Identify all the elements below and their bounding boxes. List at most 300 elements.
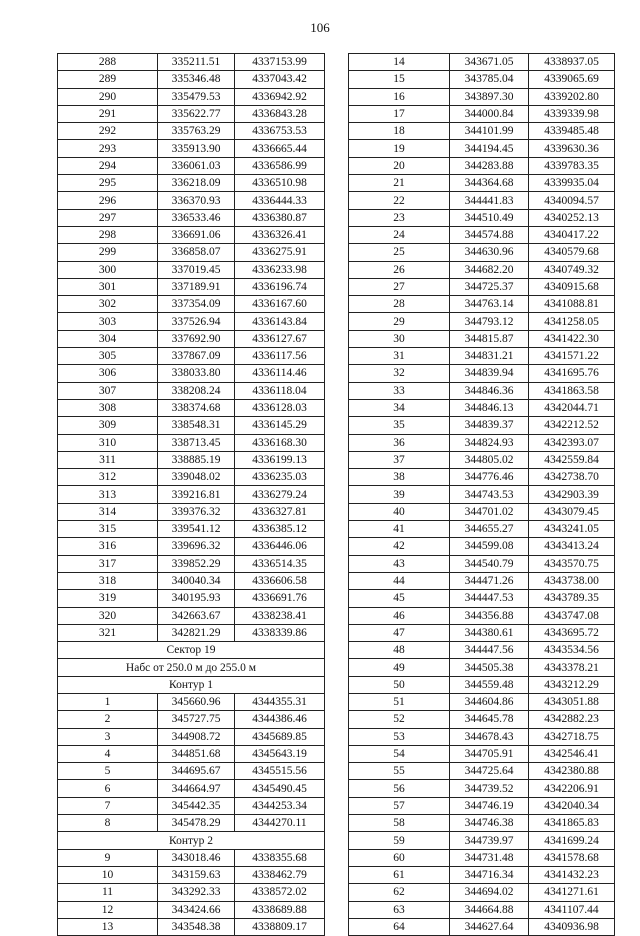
y-coordinate-cell: 4343747.08 xyxy=(529,607,615,624)
y-coordinate-cell: 4336168.30 xyxy=(235,434,325,451)
point-number-cell: 299 xyxy=(58,244,158,261)
table-row xyxy=(349,797,615,814)
point-number-cell: 59 xyxy=(349,832,450,849)
table-row xyxy=(349,572,615,589)
point-number-cell: 54 xyxy=(349,745,450,762)
table-row xyxy=(58,226,325,243)
point-number-cell: 289 xyxy=(58,71,158,88)
table-row xyxy=(349,330,615,347)
x-coordinate-cell: 335763.29 xyxy=(158,123,235,140)
table-row xyxy=(58,157,325,174)
table-row xyxy=(349,866,615,883)
y-coordinate-cell: 4342903.39 xyxy=(529,486,615,503)
y-coordinate-cell: 4336380.87 xyxy=(235,209,325,226)
y-coordinate-cell: 4340579.68 xyxy=(529,244,615,261)
table-row xyxy=(58,175,325,192)
table-row xyxy=(349,590,615,607)
point-number-cell: 13 xyxy=(58,918,158,935)
y-coordinate-cell: 4336114.46 xyxy=(235,365,325,382)
point-number-cell: 20 xyxy=(349,157,450,174)
point-number-cell: 318 xyxy=(58,572,158,589)
point-number-cell: 316 xyxy=(58,538,158,555)
point-number-cell: 45 xyxy=(349,590,450,607)
x-coordinate-cell: 344380.61 xyxy=(450,624,529,641)
x-coordinate-cell: 343018.46 xyxy=(158,849,235,866)
y-coordinate-cell: 4338462.79 xyxy=(235,866,325,883)
point-number-cell: 309 xyxy=(58,417,158,434)
y-coordinate-cell: 4336275.91 xyxy=(235,244,325,261)
x-coordinate-cell: 337692.90 xyxy=(158,330,235,347)
y-coordinate-cell: 4338689.88 xyxy=(235,901,325,918)
x-coordinate-cell: 344805.02 xyxy=(450,451,529,468)
y-coordinate-cell: 4341578.68 xyxy=(529,849,615,866)
y-coordinate-cell: 4338339.86 xyxy=(235,624,325,641)
y-coordinate-cell: 4336326.41 xyxy=(235,226,325,243)
table-row xyxy=(58,399,325,416)
x-coordinate-cell: 344678.43 xyxy=(450,728,529,745)
x-coordinate-cell: 339216.81 xyxy=(158,486,235,503)
table-row xyxy=(349,607,615,624)
x-coordinate-cell: 344846.36 xyxy=(450,382,529,399)
point-number-cell: 32 xyxy=(349,365,450,382)
point-number-cell: 308 xyxy=(58,399,158,416)
table-row xyxy=(58,849,325,866)
table-row xyxy=(58,538,325,555)
table-row xyxy=(349,642,615,659)
x-coordinate-cell: 343785.04 xyxy=(450,71,529,88)
x-coordinate-cell: 343292.33 xyxy=(158,884,235,901)
table-row xyxy=(349,745,615,762)
y-coordinate-cell: 4338937.05 xyxy=(529,54,615,71)
point-number-cell: 25 xyxy=(349,244,450,261)
point-number-cell: 24 xyxy=(349,226,450,243)
y-coordinate-cell: 4342040.34 xyxy=(529,797,615,814)
point-number-cell: 7 xyxy=(58,797,158,814)
table-row xyxy=(58,780,325,797)
x-coordinate-cell: 339541.12 xyxy=(158,521,235,538)
y-coordinate-cell: 4341865.83 xyxy=(529,815,615,832)
y-coordinate-cell: 4336510.98 xyxy=(235,175,325,192)
y-coordinate-cell: 4336279.24 xyxy=(235,486,325,503)
x-coordinate-cell: 344540.79 xyxy=(450,555,529,572)
point-number-cell: 48 xyxy=(349,642,450,659)
point-number-cell: 47 xyxy=(349,624,450,641)
y-coordinate-cell: 4341258.05 xyxy=(529,313,615,330)
point-number-cell: 305 xyxy=(58,348,158,365)
table-row xyxy=(58,866,325,883)
table-row xyxy=(58,382,325,399)
table-row xyxy=(349,105,615,122)
table-row xyxy=(58,330,325,347)
point-number-cell: 38 xyxy=(349,469,450,486)
x-coordinate-cell: 336691.06 xyxy=(158,226,235,243)
table-row xyxy=(349,676,615,693)
table-row xyxy=(58,503,325,520)
x-coordinate-cell: 343159.63 xyxy=(158,866,235,883)
x-coordinate-cell: 345442.35 xyxy=(158,797,235,814)
y-coordinate-cell: 4336385.12 xyxy=(235,521,325,538)
x-coordinate-cell: 336533.46 xyxy=(158,209,235,226)
y-coordinate-cell: 4336753.53 xyxy=(235,123,325,140)
point-number-cell: 42 xyxy=(349,538,450,555)
point-number-cell: 290 xyxy=(58,88,158,105)
y-coordinate-cell: 4339202.80 xyxy=(529,88,615,105)
x-coordinate-cell: 344763.14 xyxy=(450,296,529,313)
x-coordinate-cell: 342663.67 xyxy=(158,607,235,624)
point-number-cell: 36 xyxy=(349,434,450,451)
table-row xyxy=(58,417,325,434)
x-coordinate-cell: 339696.32 xyxy=(158,538,235,555)
table-row xyxy=(58,278,325,295)
y-coordinate-cell: 4339935.04 xyxy=(529,175,615,192)
table-row xyxy=(58,521,325,538)
table-row xyxy=(58,469,325,486)
x-coordinate-cell: 344356.88 xyxy=(450,607,529,624)
y-coordinate-cell: 4342044.71 xyxy=(529,399,615,416)
table-row xyxy=(58,918,325,935)
x-coordinate-cell: 344664.97 xyxy=(158,780,235,797)
y-coordinate-cell: 4337043.42 xyxy=(235,71,325,88)
table-row xyxy=(349,884,615,901)
y-coordinate-cell: 4340936.98 xyxy=(529,918,615,935)
x-coordinate-cell: 336061.03 xyxy=(158,157,235,174)
x-coordinate-cell: 344746.19 xyxy=(450,797,529,814)
table-row xyxy=(349,296,615,313)
x-coordinate-cell: 337867.09 xyxy=(158,348,235,365)
y-coordinate-cell: 4336843.28 xyxy=(235,105,325,122)
x-coordinate-cell: 344510.49 xyxy=(450,209,529,226)
point-number-cell: 11 xyxy=(58,884,158,901)
table-row xyxy=(349,365,615,382)
x-coordinate-cell: 345660.96 xyxy=(158,693,235,710)
y-coordinate-cell: 4339339.98 xyxy=(529,105,615,122)
y-coordinate-cell: 4339630.36 xyxy=(529,140,615,157)
x-coordinate-cell: 344695.67 xyxy=(158,763,235,780)
point-number-cell: 64 xyxy=(349,918,450,935)
point-number-cell: 298 xyxy=(58,226,158,243)
y-coordinate-cell: 4336606.58 xyxy=(235,572,325,589)
table-row xyxy=(58,192,325,209)
y-coordinate-cell: 4336446.06 xyxy=(235,538,325,555)
y-coordinate-cell: 4336665.44 xyxy=(235,140,325,157)
y-coordinate-cell: 4343413.24 xyxy=(529,538,615,555)
table-row xyxy=(58,261,325,278)
point-number-cell: 35 xyxy=(349,417,450,434)
point-number-cell: 307 xyxy=(58,382,158,399)
table-row xyxy=(349,901,615,918)
point-number-cell: 317 xyxy=(58,555,158,572)
point-number-cell: 50 xyxy=(349,676,450,693)
y-coordinate-cell: 4336199.13 xyxy=(235,451,325,468)
x-coordinate-cell: 335479.53 xyxy=(158,88,235,105)
x-coordinate-cell: 344793.12 xyxy=(450,313,529,330)
y-coordinate-cell: 4343789.35 xyxy=(529,590,615,607)
point-number-cell: 311 xyxy=(58,451,158,468)
y-coordinate-cell: 4337153.99 xyxy=(235,54,325,71)
x-coordinate-cell: 343671.05 xyxy=(450,54,529,71)
point-number-cell: 52 xyxy=(349,711,450,728)
y-coordinate-cell: 4343738.00 xyxy=(529,572,615,589)
table-row xyxy=(349,434,615,451)
y-coordinate-cell: 4336235.03 xyxy=(235,469,325,486)
x-coordinate-cell: 335346.48 xyxy=(158,71,235,88)
table-row xyxy=(58,659,325,676)
x-coordinate-cell: 337019.45 xyxy=(158,261,235,278)
x-coordinate-cell: 344716.34 xyxy=(450,866,529,883)
y-coordinate-cell: 4339065.69 xyxy=(529,71,615,88)
point-number-cell: 313 xyxy=(58,486,158,503)
y-coordinate-cell: 4336127.67 xyxy=(235,330,325,347)
x-coordinate-cell: 344364.68 xyxy=(450,175,529,192)
table-row xyxy=(349,503,615,520)
y-coordinate-cell: 4342882.23 xyxy=(529,711,615,728)
table-row xyxy=(349,382,615,399)
table-row xyxy=(349,54,615,71)
y-coordinate-cell: 4340417.22 xyxy=(529,226,615,243)
table-row xyxy=(58,901,325,918)
coordinates-table-left xyxy=(57,53,325,936)
point-number-cell: 10 xyxy=(58,866,158,883)
table-row xyxy=(58,296,325,313)
point-number-cell: 294 xyxy=(58,157,158,174)
table-row xyxy=(349,278,615,295)
x-coordinate-cell: 339852.29 xyxy=(158,555,235,572)
point-number-cell: 321 xyxy=(58,624,158,641)
x-coordinate-cell: 338885.19 xyxy=(158,451,235,468)
x-coordinate-cell: 338548.31 xyxy=(158,417,235,434)
table-row xyxy=(349,123,615,140)
y-coordinate-cell: 4341695.76 xyxy=(529,365,615,382)
point-number-cell: 306 xyxy=(58,365,158,382)
x-coordinate-cell: 344831.21 xyxy=(450,348,529,365)
point-number-cell: 46 xyxy=(349,607,450,624)
table-row xyxy=(349,417,615,434)
y-coordinate-cell: 4336145.29 xyxy=(235,417,325,434)
x-coordinate-cell: 344627.64 xyxy=(450,918,529,935)
x-coordinate-cell: 344694.02 xyxy=(450,884,529,901)
x-coordinate-cell: 344815.87 xyxy=(450,330,529,347)
point-number-cell: 29 xyxy=(349,313,450,330)
table-row xyxy=(349,226,615,243)
table-row xyxy=(58,745,325,762)
x-coordinate-cell: 340040.34 xyxy=(158,572,235,589)
x-coordinate-cell: 344725.37 xyxy=(450,278,529,295)
x-coordinate-cell: 344743.53 xyxy=(450,486,529,503)
table-row xyxy=(349,175,615,192)
table-row xyxy=(58,244,325,261)
table-row xyxy=(58,140,325,157)
y-coordinate-cell: 4341432.23 xyxy=(529,866,615,883)
y-coordinate-cell: 4345490.45 xyxy=(235,780,325,797)
point-number-cell: 31 xyxy=(349,348,450,365)
x-coordinate-cell: 344739.97 xyxy=(450,832,529,849)
point-number-cell: 288 xyxy=(58,54,158,71)
table-row xyxy=(349,728,615,745)
x-coordinate-cell: 344725.64 xyxy=(450,763,529,780)
point-number-cell: 23 xyxy=(349,209,450,226)
point-number-cell: 18 xyxy=(349,123,450,140)
x-coordinate-cell: 344731.48 xyxy=(450,849,529,866)
table-row xyxy=(58,797,325,814)
point-number-cell: 22 xyxy=(349,192,450,209)
y-coordinate-cell: 4341699.24 xyxy=(529,832,615,849)
point-number-cell: 57 xyxy=(349,797,450,814)
x-coordinate-cell: 344705.91 xyxy=(450,745,529,762)
y-coordinate-cell: 4343570.75 xyxy=(529,555,615,572)
y-coordinate-cell: 4344253.34 xyxy=(235,797,325,814)
table-row xyxy=(349,71,615,88)
point-number-cell: 62 xyxy=(349,884,450,901)
y-coordinate-cell: 4343212.29 xyxy=(529,676,615,693)
y-coordinate-cell: 4336167.60 xyxy=(235,296,325,313)
table-row xyxy=(58,624,325,641)
point-number-cell: 300 xyxy=(58,261,158,278)
point-number-cell: 6 xyxy=(58,780,158,797)
y-coordinate-cell: 4344355.31 xyxy=(235,693,325,710)
table-row xyxy=(58,693,325,710)
point-number-cell: 8 xyxy=(58,815,158,832)
x-coordinate-cell: 343897.30 xyxy=(450,88,529,105)
x-coordinate-cell: 344630.96 xyxy=(450,244,529,261)
table-row xyxy=(349,521,615,538)
table-row xyxy=(349,486,615,503)
table-row xyxy=(58,88,325,105)
x-coordinate-cell: 342821.29 xyxy=(158,624,235,641)
y-coordinate-cell: 4345643.19 xyxy=(235,745,325,762)
x-coordinate-cell: 344447.53 xyxy=(450,590,529,607)
table-row xyxy=(349,780,615,797)
point-number-cell: 312 xyxy=(58,469,158,486)
table-row xyxy=(58,486,325,503)
point-number-cell: 304 xyxy=(58,330,158,347)
y-coordinate-cell: 4339485.48 xyxy=(529,123,615,140)
y-coordinate-cell: 4336143.84 xyxy=(235,313,325,330)
y-coordinate-cell: 4342206.91 xyxy=(529,780,615,797)
point-number-cell: 21 xyxy=(349,175,450,192)
y-coordinate-cell: 4343695.72 xyxy=(529,624,615,641)
x-coordinate-cell: 335211.51 xyxy=(158,54,235,71)
x-coordinate-cell: 338208.24 xyxy=(158,382,235,399)
y-coordinate-cell: 4338355.68 xyxy=(235,849,325,866)
point-number-cell: 1 xyxy=(58,693,158,710)
table-row xyxy=(58,105,325,122)
x-coordinate-cell: 338713.45 xyxy=(158,434,235,451)
point-number-cell: 3 xyxy=(58,728,158,745)
y-coordinate-cell: 4338809.17 xyxy=(235,918,325,935)
table-row xyxy=(349,624,615,641)
table-row xyxy=(58,763,325,780)
x-coordinate-cell: 344101.99 xyxy=(450,123,529,140)
x-coordinate-cell: 338033.80 xyxy=(158,365,235,382)
point-number-cell: 56 xyxy=(349,780,450,797)
x-coordinate-cell: 338374.68 xyxy=(158,399,235,416)
point-number-cell: 43 xyxy=(349,555,450,572)
table-row xyxy=(58,711,325,728)
y-coordinate-cell: 4341107.44 xyxy=(529,901,615,918)
y-coordinate-cell: 4342738.70 xyxy=(529,469,615,486)
y-coordinate-cell: 4342559.84 xyxy=(529,451,615,468)
section-heading-cell: Контур 2 xyxy=(58,832,325,849)
point-number-cell: 63 xyxy=(349,901,450,918)
point-number-cell: 33 xyxy=(349,382,450,399)
point-number-cell: 17 xyxy=(349,105,450,122)
x-coordinate-cell: 344559.48 xyxy=(450,676,529,693)
y-coordinate-cell: 4338572.02 xyxy=(235,884,325,901)
table-row xyxy=(58,572,325,589)
point-number-cell: 55 xyxy=(349,763,450,780)
point-number-cell: 34 xyxy=(349,399,450,416)
table-row xyxy=(349,313,615,330)
x-coordinate-cell: 344839.37 xyxy=(450,417,529,434)
page-number: 106 xyxy=(310,20,330,35)
y-coordinate-cell: 4344270.11 xyxy=(235,815,325,832)
y-coordinate-cell: 4336691.76 xyxy=(235,590,325,607)
x-coordinate-cell: 344441.83 xyxy=(450,192,529,209)
x-coordinate-cell: 336858.07 xyxy=(158,244,235,261)
point-number-cell: 51 xyxy=(349,693,450,710)
y-coordinate-cell: 4340094.57 xyxy=(529,192,615,209)
table-row xyxy=(349,451,615,468)
x-coordinate-cell: 344839.94 xyxy=(450,365,529,382)
y-coordinate-cell: 4342718.75 xyxy=(529,728,615,745)
x-coordinate-cell: 339376.32 xyxy=(158,503,235,520)
point-number-cell: 37 xyxy=(349,451,450,468)
y-coordinate-cell: 4340915.68 xyxy=(529,278,615,295)
x-coordinate-cell: 344000.84 xyxy=(450,105,529,122)
table-row xyxy=(349,918,615,935)
point-number-cell: 14 xyxy=(349,54,450,71)
x-coordinate-cell: 336218.09 xyxy=(158,175,235,192)
point-number-cell: 61 xyxy=(349,866,450,883)
y-coordinate-cell: 4343079.45 xyxy=(529,503,615,520)
point-number-cell: 293 xyxy=(58,140,158,157)
x-coordinate-cell: 335913.90 xyxy=(158,140,235,157)
y-coordinate-cell: 4336118.04 xyxy=(235,382,325,399)
y-coordinate-cell: 4339783.35 xyxy=(529,157,615,174)
x-coordinate-cell: 344846.13 xyxy=(450,399,529,416)
point-number-cell: 296 xyxy=(58,192,158,209)
point-number-cell: 27 xyxy=(349,278,450,295)
x-coordinate-cell: 344701.02 xyxy=(450,503,529,520)
y-coordinate-cell: 4344386.46 xyxy=(235,711,325,728)
y-coordinate-cell: 4342380.88 xyxy=(529,763,615,780)
point-number-cell: 44 xyxy=(349,572,450,589)
table-row xyxy=(349,244,615,261)
point-number-cell: 310 xyxy=(58,434,158,451)
y-coordinate-cell: 4342212.52 xyxy=(529,417,615,434)
table-row xyxy=(349,711,615,728)
x-coordinate-cell: 343548.38 xyxy=(158,918,235,935)
y-coordinate-cell: 4336128.03 xyxy=(235,399,325,416)
x-coordinate-cell: 344505.38 xyxy=(450,659,529,676)
section-heading-cell: Сектор 19 xyxy=(58,642,325,659)
x-coordinate-cell: 344746.38 xyxy=(450,815,529,832)
point-number-cell: 28 xyxy=(349,296,450,313)
point-number-cell: 295 xyxy=(58,175,158,192)
x-coordinate-cell: 345478.29 xyxy=(158,815,235,832)
y-coordinate-cell: 4345689.85 xyxy=(235,728,325,745)
y-coordinate-cell: 4342546.41 xyxy=(529,745,615,762)
table-row xyxy=(58,71,325,88)
point-number-cell: 39 xyxy=(349,486,450,503)
y-coordinate-cell: 4340252.13 xyxy=(529,209,615,226)
y-coordinate-cell: 4336196.74 xyxy=(235,278,325,295)
point-number-cell: 49 xyxy=(349,659,450,676)
x-coordinate-cell: 339048.02 xyxy=(158,469,235,486)
table-row xyxy=(349,261,615,278)
table-row xyxy=(349,469,615,486)
point-number-cell: 53 xyxy=(349,728,450,745)
